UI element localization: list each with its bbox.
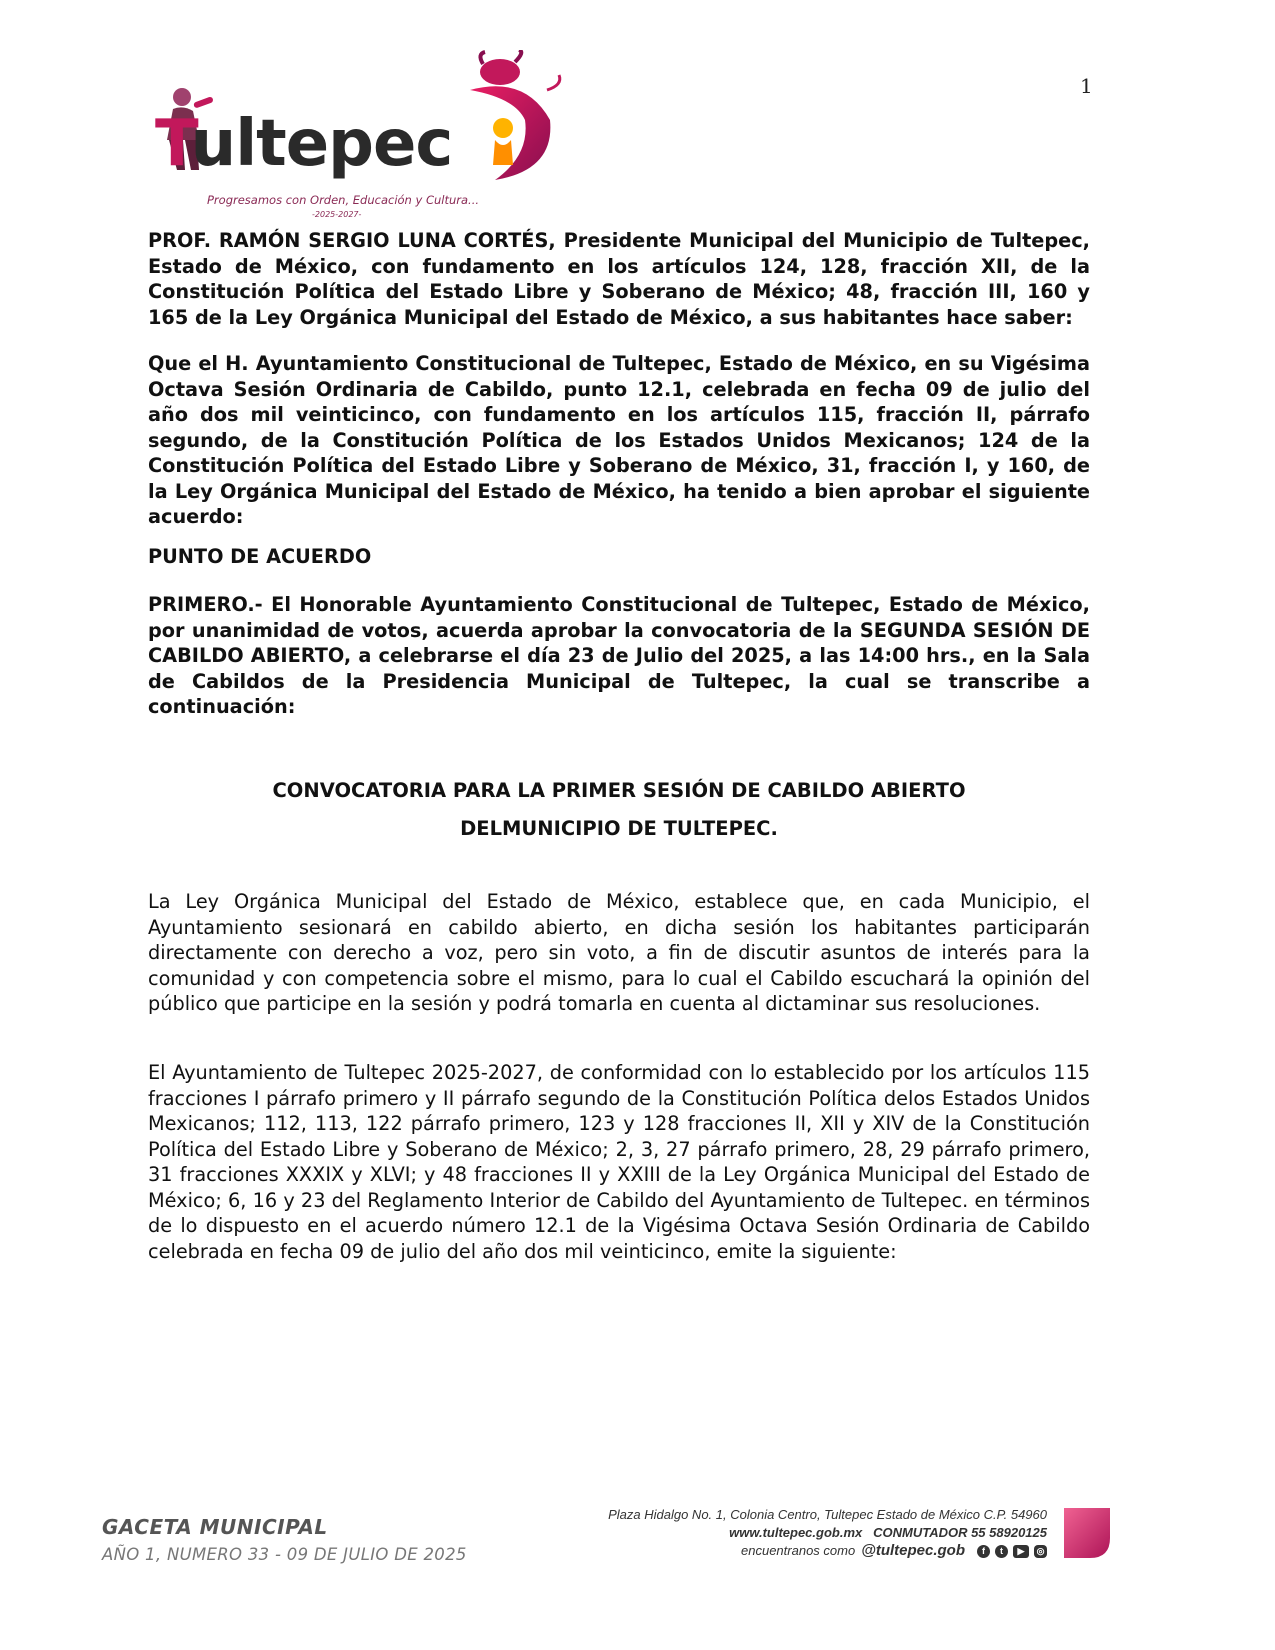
- footer-social-handle[interactable]: @tultepec.gob: [861, 1542, 965, 1559]
- footer-address: Plaza Hidalgo No. 1, Colonia Centro, Tultepec Estado de México C.P. 54960: [608, 1507, 1047, 1522]
- bull-emblem-icon: [455, 50, 565, 180]
- footer-web-phone: [608, 1524, 1047, 1542]
- convocatoria-title-line1: CONVOCATORIA PARA LA PRIMER SESIÓN DE CABILDO ABIERTO: [272, 779, 966, 802]
- youtube-icon[interactable]: ▶: [1013, 1545, 1029, 1558]
- gaceta-footer: [102, 1515, 467, 1564]
- contact-footer: [608, 1506, 1047, 1560]
- punto-de-acuerdo-heading: PUNTO DE ACUERDO: [148, 545, 372, 568]
- logo-period: -2025-2027-: [312, 210, 362, 219]
- tultepec-logo: [155, 50, 555, 225]
- que-paragraph: Que el H. Ayuntamiento Constitucional de Tultepec, Estado de México, en su Vigésima Octava Sesión Ordinaria de Cabildo, punto 12.1, celebrada en fecha 09 de julio del año dos mil veinticinco, con fundamento en los artículos 115, fracción II, párrafo segundo, de la Constitución Política de los Estados Unidos Mexicanos; 124 de la Constitución Política del Estado Libre y Soberano de México, 31, fracción I, y 160, de la Ley Orgánica Municipal del Estado de México, ha tenido a bien aprobar el siguiente acuerdo:: [148, 352, 1090, 528]
- footer-phone: CONMUTADOR 55 58920125: [873, 1525, 1047, 1540]
- president-name: PROF. RAMÓN SERGIO LUNA CORTÉS: [148, 229, 549, 252]
- page-number: 1: [1080, 74, 1093, 98]
- footer-social: [741, 1542, 1047, 1560]
- primero-paragraph: PRIMERO.- El Honorable Ayuntamiento Constitucional de Tultepec, Estado de México, por unanimidad de votos, acuerda aprobar la convocatoria de la SEGUNDA SESIÓN DE CABILDO ABIERTO, a celebrarse el día 23 de Julio del 2025, a las 14:00 hrs., en la Sala de Cabildos de la Presidencia Municipal de Tultepec, la cual se transcribe a continuación:: [148, 593, 1090, 718]
- logo-title: Tultepec: [155, 107, 453, 181]
- intro-paragraph: [148, 228, 1090, 330]
- footer-social-prefix: encuentranos como: [741, 1543, 856, 1558]
- footer-website[interactable]: www.tultepec.gob.mx: [729, 1525, 863, 1540]
- gaceta-issue: AÑO 1, NUMERO 33 - 09 DE JULIO DE 2025: [102, 1545, 467, 1564]
- gaceta-title: GACETA MUNICIPAL: [102, 1515, 328, 1539]
- logo-slogan: Progresamos con Orden, Educación y Cultura...: [207, 193, 480, 207]
- convocatoria-title-line2: DELMUNICIPIO DE TULTEPEC.: [460, 817, 778, 840]
- intro-text: , Presidente Municipal del Municipio de Tultepec, Estado de México, con fundamento en los artículos 124, 128, fracción XII, de la Constitución Política del Estado Libre y Soberano de México; 48, fracción III, 160 y 165 de la Ley Orgánica Municipal del Estado de México, a sus habitantes hace saber:: [148, 229, 1090, 329]
- ley-organica-paragraph: La Ley Orgánica Municipal del Estado de México, establece que, en cada Municipio, el Ayuntamiento sesionará en cabildo abierto, en dicha sesión los habitantes participarán directamente con derecho a voz, pero sin voto, a fin de discutir asuntos de interés para la comunidad y con competencia sobre el mismo, para lo cual el Cabildo escuchará la opinión del público que participe en la sesión y podrá tomarla en cuenta al dictaminar sus resoluciones.: [148, 890, 1090, 1015]
- tultepec-d-mark-icon: [1064, 1508, 1110, 1558]
- ayuntamiento-paragraph: El Ayuntamiento de Tultepec 2025-2027, de conformidad con lo establecido por los artículos 115 fracciones I párrafo primero y II párrafo segundo de la Constitución Política delos Estados Unidos Mexicanos; 112, 113, 122 párrafo primero, 123 y 128 fracciones II, XII y XIV de la Constitución Política del Estado Libre y Soberano de México; 2, 3, 27 párrafo primero, 28, 29 párrafo primero, 31 fracciones XXXIX y XLVI; y 48 fracciones II y XXIII de la Ley Orgánica Municipal del Estado de México; 6, 16 y 23 del Reglamento Interior de Cabildo del Ayuntamiento de Tultepec. en términos de lo dispuesto en el acuerdo número 12.1 de la Vigésima Octava Sesión Ordinaria de Cabildo celebrada en fecha 09 de julio del año dos mil veinticinco, emite la siguiente:: [148, 1061, 1090, 1263]
- instagram-icon[interactable]: ◎: [1034, 1545, 1047, 1558]
- facebook-icon[interactable]: f: [977, 1545, 990, 1558]
- twitter-icon[interactable]: t: [995, 1545, 1008, 1558]
